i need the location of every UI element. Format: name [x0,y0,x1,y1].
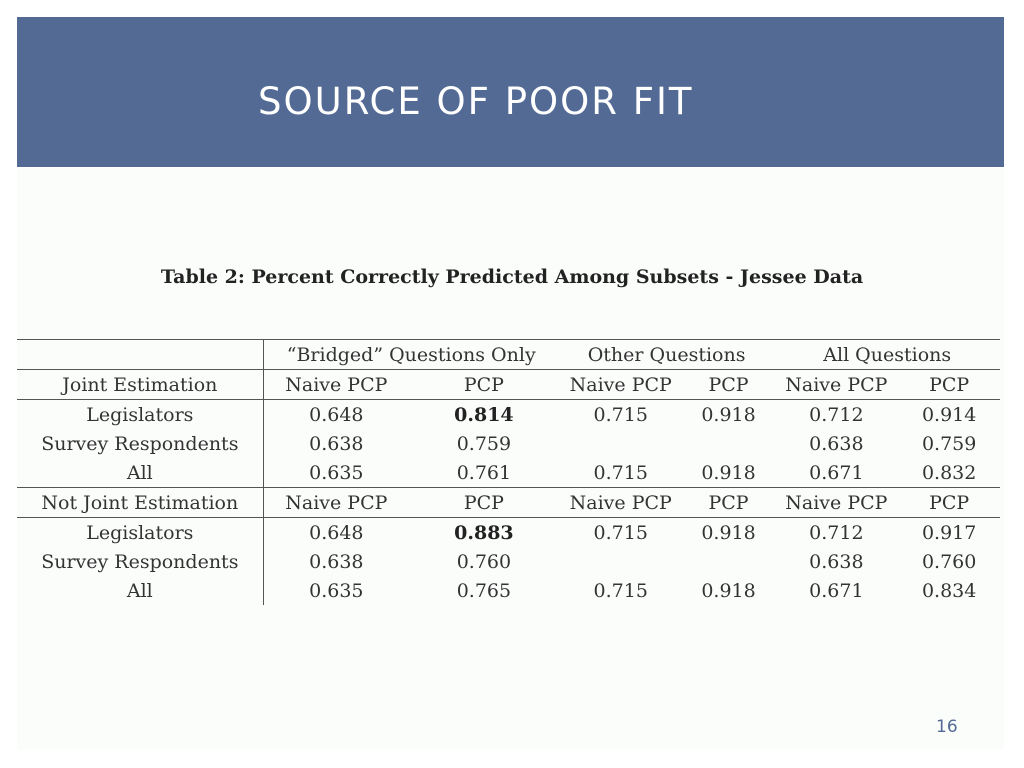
table-row [17,576,1000,605]
column-header: PCP [683,370,775,400]
column-header: PCP [898,370,1000,400]
table-cell [559,429,683,458]
table-cell: 0.759 [456,432,512,455]
group-header-row [17,340,1000,370]
table-cell: 0.914 [921,403,977,426]
row-label: Survey Respondents [17,547,263,576]
table-cell-highlight: 0.814 [454,403,514,426]
table-cell [683,429,775,458]
table-cell: 0.832 [921,461,977,484]
table-cell: 0.715 [593,521,648,544]
column-header: PCP [409,370,559,400]
table-cell: 0.638 [309,432,364,455]
table-cell: 0.715 [593,403,648,426]
section-label: Joint Estimation [17,370,263,400]
table-row [17,518,1000,548]
table-cell: 0.918 [701,579,756,602]
table-cell: 0.648 [309,403,364,426]
table-cell: 0.635 [309,461,364,484]
group-header-other: Other Questions [559,340,775,370]
group-header-all: All Questions [774,340,1000,370]
table-cell: 0.635 [309,579,364,602]
column-header: PCP [409,488,559,518]
column-header: Naive PCP [263,488,409,518]
table-cell: 0.918 [701,403,756,426]
table-cell [683,547,775,576]
table-cell: 0.712 [809,521,864,544]
group-header-empty-cell [17,340,263,370]
table-cell [559,547,683,576]
table-cell: 0.715 [593,579,648,602]
table-cell-highlight: 0.883 [454,521,514,544]
column-header: PCP [898,488,1000,518]
table-cell: 0.712 [809,403,864,426]
table-cell: 0.671 [809,579,864,602]
table-row [17,547,1000,576]
column-header: Naive PCP [559,488,683,518]
row-label: Legislators [17,400,263,430]
table-cell: 0.671 [809,461,864,484]
column-header: Naive PCP [774,488,898,518]
table-cell: 0.759 [921,432,977,455]
pcp-table [17,339,1000,605]
table-cell: 0.638 [809,432,864,455]
section-header-row [17,370,1000,400]
table-cell: 0.638 [309,550,364,573]
table-cell: 0.760 [921,550,977,573]
table-cell: 0.761 [456,461,512,484]
column-header: PCP [683,488,775,518]
table-cell: 0.715 [593,461,648,484]
table-cell: 0.918 [701,461,756,484]
table-cell: 0.760 [456,550,512,573]
table-row [17,429,1000,458]
table-cell: 0.918 [701,521,756,544]
row-label: Survey Respondents [17,429,263,458]
column-header: Naive PCP [774,370,898,400]
slide-title: SOURCE OF POOR FIT [258,80,694,123]
table-cell: 0.765 [456,579,512,602]
table-caption: Table 2: Percent Correctly Predicted Among Subsets - Jessee Data [160,266,864,288]
table-row [17,400,1000,430]
section-label: Not Joint Estimation [17,488,263,518]
section-header-row [17,488,1000,518]
row-label: Legislators [17,518,263,548]
page-number: 16 [936,717,958,737]
table-cell: 0.648 [309,521,364,544]
column-header: Naive PCP [559,370,683,400]
column-header: Naive PCP [263,370,409,400]
row-label: All [17,576,263,605]
row-label: All [17,458,263,488]
table-cell: 0.917 [921,521,977,544]
group-header-bridged: “Bridged” Questions Only [263,340,559,370]
table-row [17,458,1000,488]
table-cell: 0.638 [809,550,864,573]
table-cell: 0.834 [921,579,977,602]
